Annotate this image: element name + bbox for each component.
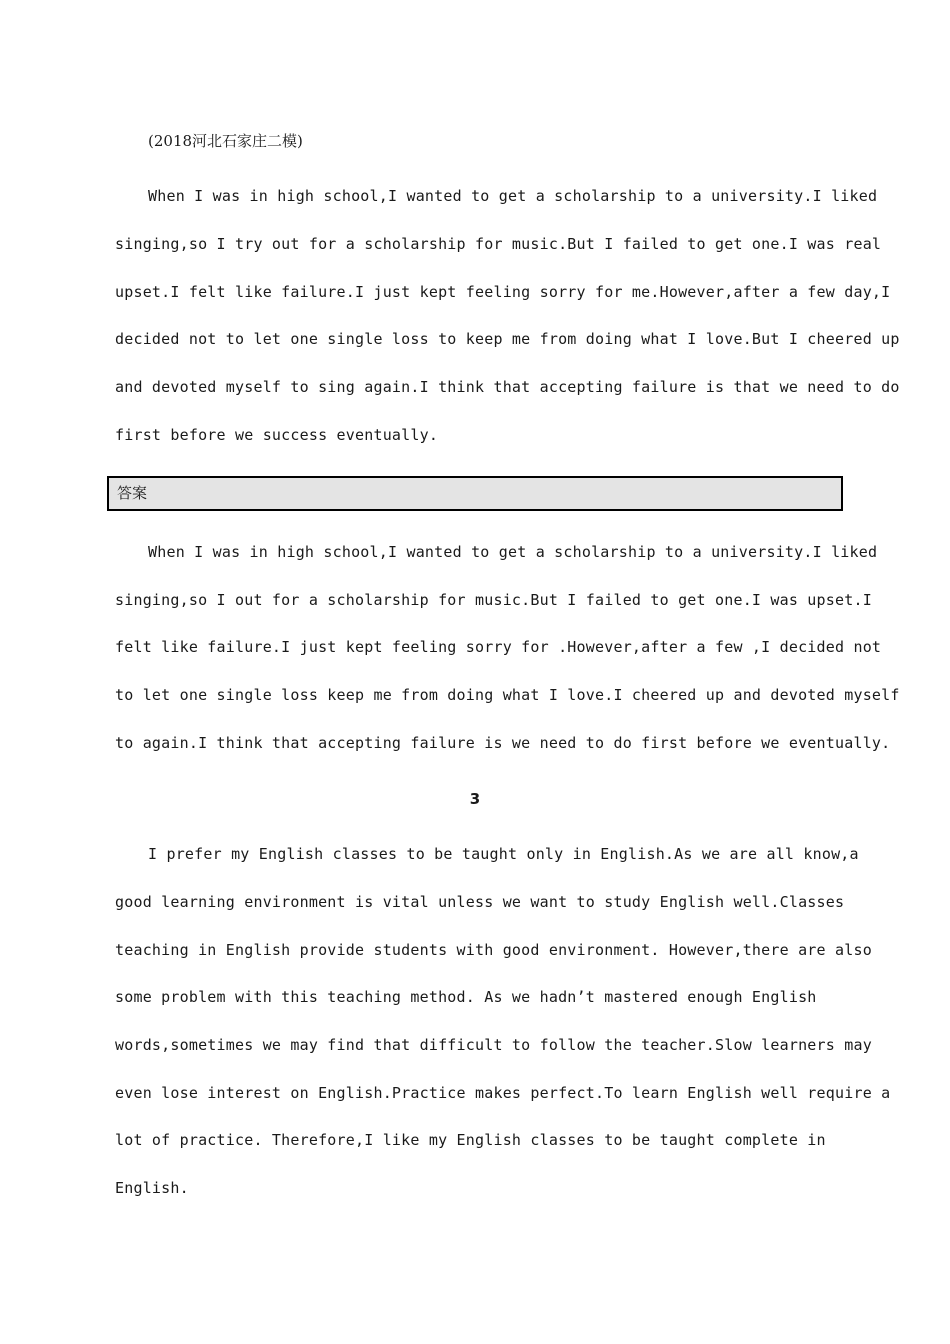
passage-two-line: even lose interest on English.Practice makes perfect.To learn English well require a bbox=[115, 1084, 891, 1102]
passage-one-line: and devoted myself to sing again.I think that accepting failure is that we need to do bbox=[115, 378, 900, 396]
answer-label: 答案 bbox=[117, 484, 148, 502]
passage-one-line: upset.I felt like failure.I just kept feeling sorry for me.However,after a few day,I bbox=[115, 283, 891, 301]
passage-one-line: decided not to let one single loss to keep me from doing what I love.But I cheered up bbox=[115, 330, 900, 348]
answer-line: When I was in high school,I wanted to get a scholarship to a university.I liked bbox=[148, 543, 878, 561]
passage-two-line: teaching in English provide students with good environment. However,there are also bbox=[115, 941, 872, 959]
passage-two-line: good learning environment is vital unless we want to study English well.Classes bbox=[115, 893, 845, 911]
answer-line: to let one single loss keep me from doing what I love.I cheered up and devoted myself bbox=[115, 686, 900, 704]
passage-two-line: lot of practice. Therefore,I like my English classes to be taught complete in bbox=[115, 1131, 826, 1149]
source-label: (2018河北石家庄二模) bbox=[148, 132, 303, 150]
passage-one-line: first before we success eventually. bbox=[115, 426, 439, 444]
passage-two-line: words,sometimes we may find that difficult to follow the teacher.Slow learners may bbox=[115, 1036, 872, 1054]
passage-one-line: When I was in high school,I wanted to get a scholarship to a university.I liked bbox=[148, 187, 878, 205]
passage-two-line: some problem with this teaching method. As we hadn’t mastered enough English bbox=[115, 988, 817, 1006]
answer-line: felt like failure.I just kept feeling sorry for .However,after a few ,I decided not bbox=[115, 638, 882, 656]
passage-two-line: English. bbox=[115, 1179, 189, 1197]
passage-one-line: singing,so I try out for a scholarship for music.But I failed to get one.I was real bbox=[115, 235, 882, 253]
answer-header-bar bbox=[107, 476, 843, 511]
answer-line: singing,so I out for a scholarship for music.But I failed to get one.I was upset.I bbox=[115, 591, 872, 609]
section-number: 3 bbox=[469, 790, 481, 808]
passage-two-line: I prefer my English classes to be taught only in English.As we are all know,a bbox=[148, 845, 859, 863]
answer-line: to again.I think that accepting failure is we need to do first before we eventually. bbox=[115, 734, 891, 752]
